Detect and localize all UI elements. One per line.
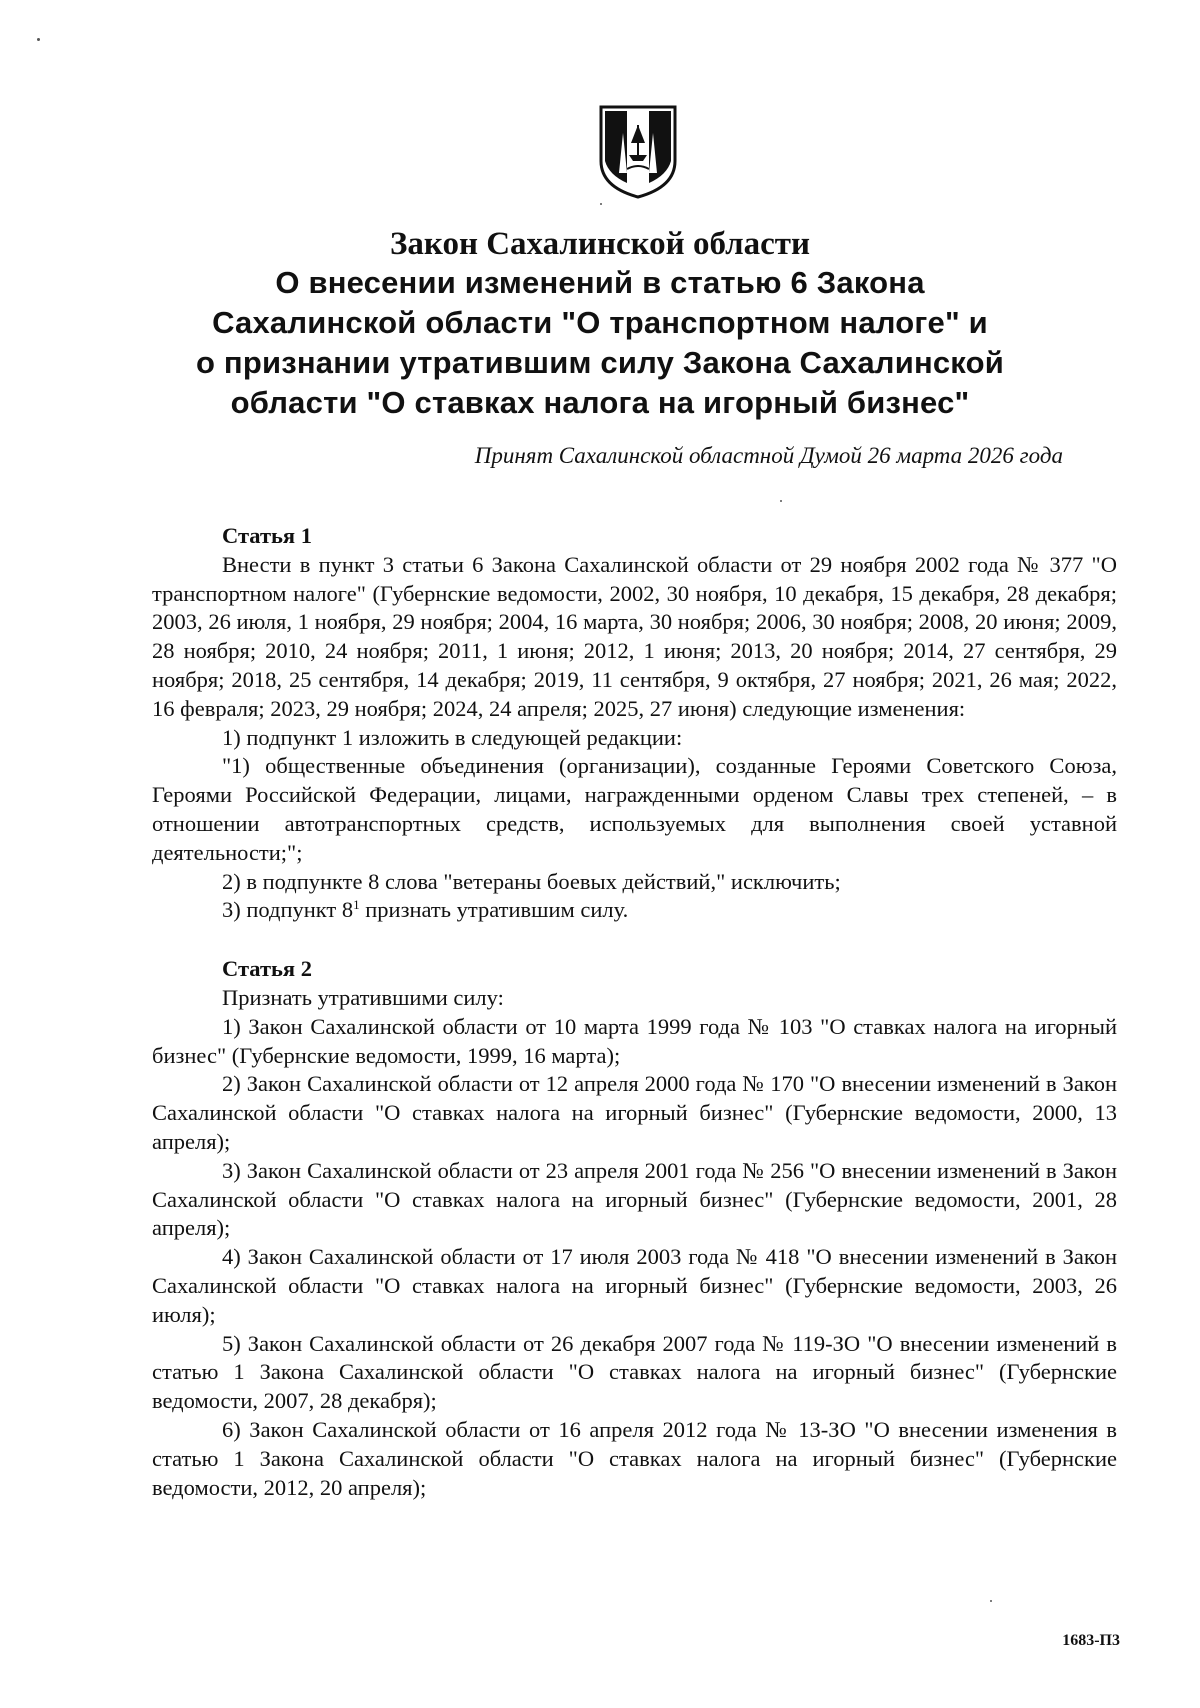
scan-speck (600, 203, 602, 205)
subtitle-line: области "О ставках налога на игорный бизнес" (230, 385, 970, 420)
article-2-item: 3) Закон Сахалинской области от 23 апреля 2001 года № 256 "О внесении изменений в Закон Сахалинской области "О ставках налога на игорный бизнес" (Губернские ведомости, 2001, 28 апреля); (152, 1157, 1117, 1241)
article-2-heading: Статья 2 (222, 956, 312, 982)
item-3-text-before: 3) подпункт 8 (222, 897, 354, 923)
adoption-note: Принят Сахалинской областной Думой 26 марта 2026 года (474, 443, 1063, 468)
subtitle-line: О внесении изменений в статью 6 Закона (275, 265, 925, 300)
article-2-item: 5) Закон Сахалинской области от 26 декабря 2007 года № 119-ЗО "О внесении изменений в статью 1 Закона Сахалинской области "О ставках налога на игорный бизнес" (Губернские ведомости, 2007, 28 декабря); (152, 1330, 1117, 1414)
article-2-item: 4) Закон Сахалинской области от 17 июля 2003 года № 418 "О внесении изменений в Закон Сахалинской области "О ставках налога на игорный бизнес" (Губернские ведомости, 2003, 26 июля); (152, 1244, 1117, 1327)
scan-speck (37, 38, 40, 41)
article-1-item-3 (152, 896, 1117, 925)
item-3-text-after: признать утратившим силу. (359, 897, 629, 923)
law-subtitle (0, 263, 1200, 423)
document-body (152, 522, 1117, 1502)
scan-speck (990, 1600, 992, 1602)
article-1-item-2: 2) в подпункте 8 слова "ветераны боевых действий," исключить; (222, 868, 841, 894)
subtitle-line: о признании утратившим силу Закона Сахалинской (195, 345, 1005, 380)
article-2-item: 2) Закон Сахалинской области от 12 апреля 2000 года № 170 "О внесении изменений в Закон Сахалинской области "О ставках налога на игорный бизнес" (Губернские ведомости, 2000, 13 апреля); (152, 1071, 1117, 1154)
article-1-item-1-quote: "1) общественные объединения (организации), созданные Героями Советского Союза, Героями Российской Федерации, лицами, награжденными орденом Славы трех степеней, – в отношении автотранспортных средств, используемых для выполнения своей уставной деятельности;"; (152, 753, 1117, 865)
item-3-superscript: 1 (353, 897, 360, 913)
article-1-intro: Внести в пункт 3 статьи 6 Закона Сахалинской области от 29 ноября 2002 года № 377 "О транспортном налоге" (Губернские ведомости, 2002, 30 ноября, 10 декабря, 15 декабря, 28 декабря; 2003, 26 июля, 1 ноября, 29 ноября; 2004, 16 марта, 30 ноября; 2006, 30 ноября; 2008, 20 июня; 2009, 28 ноября; 2010, 24 ноября; 2011, 1 июня; 2012, 1 июня; 2013, 20 ноября; 2014, 27 сентября, 29 ноября; 2018, 25 сентября, 14 декабря; 2019, 11 сентября, 9 октября, 27 ноября; 2021, 26 мая; 2022, 16 февраля; 2023, 29 ноября; 2024, 24 апреля; 2025, 27 июня) следующие изменения: (152, 551, 1117, 721)
subtitle-line: Сахалинской области "О транспортном налоге" и (212, 305, 988, 340)
article-2-item: 6) Закон Сахалинской области от 16 апреля 2012 года № 13-ЗО "О внесении изменения в статью 1 Закона Сахалинской области "О ставках налога на игорный бизнес" (Губернские ведомости, 2012, 20 апреля); (152, 1416, 1117, 1500)
law-title: Закон Сахалинской области (389, 226, 811, 262)
article-2-intro: Признать утратившими силу: (222, 984, 504, 1010)
scan-speck (780, 500, 782, 502)
article-1-heading: Статья 1 (222, 523, 312, 548)
article-2-item: 1) Закон Сахалинской области от 10 марта 1999 года № 103 "О ставках налога на игорный бизнес" (Губернские ведомости, 1999, 16 марта); (152, 1013, 1117, 1068)
sakhalin-coat-of-arms-icon (597, 103, 679, 199)
article-1-item-1: 1) подпункт 1 изложить в следующей редакции: (222, 724, 683, 750)
page-code: 1683-П3 (1062, 1632, 1120, 1649)
